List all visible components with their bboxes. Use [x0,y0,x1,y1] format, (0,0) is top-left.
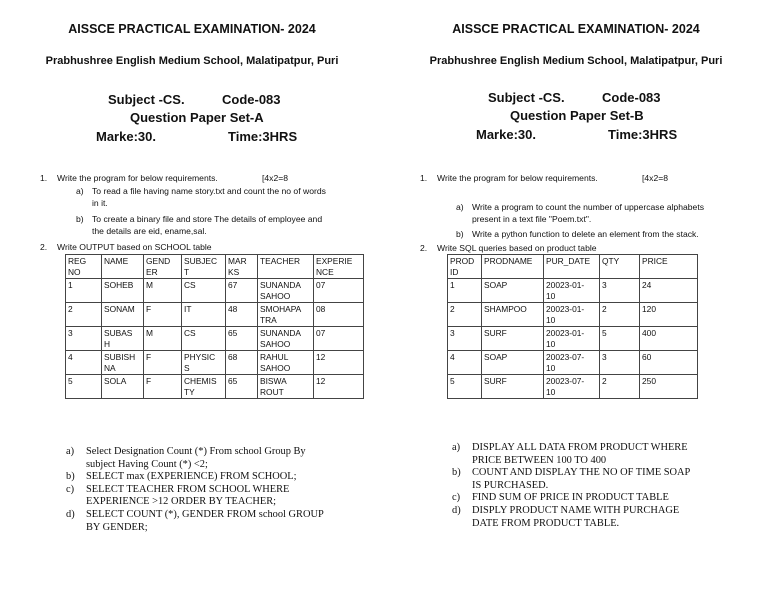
table-header-cell [144,255,182,279]
cell-line: T [184,266,190,277]
table-cell [640,351,698,375]
item-label: a) [456,202,464,212]
item-text: Write a python function to delete an element from the stack. [472,229,699,239]
sql-question [66,509,366,534]
cell-line: 24 [642,280,652,290]
table-header-cell [258,255,314,279]
cell-line: 2 [602,304,607,314]
table-row [66,279,364,303]
cell-line: SUNANDA [260,280,301,290]
table-header-cell [182,255,226,279]
table-cell [258,351,314,375]
table-cell [600,327,640,351]
sql-question [452,467,752,492]
table-cell [102,351,144,375]
cell-line: 2 [602,376,607,386]
cell-line: SOLA [104,376,127,386]
cell-line: 65 [228,376,238,386]
cell-line: 68 [228,352,238,362]
cell-line [642,267,695,278]
table-cell [226,351,258,375]
table-header-cell [314,255,364,279]
item-text [76,185,376,209]
table-cell [640,279,698,303]
cell-line: 2 [450,304,455,314]
table-header-cell [102,255,144,279]
table-row [448,375,698,399]
cell-line: 3 [602,352,607,362]
question-paper-set-b [384,0,768,594]
table-cell [544,375,600,399]
cell-line: 3 [450,328,455,338]
table-cell [66,375,102,399]
cell-line: 20023-01- [546,280,585,290]
cell-line: SUNANDA [260,328,301,338]
table-cell [182,351,226,375]
table-header-row [66,255,364,279]
table-cell [314,279,364,303]
cell-line: MAR [228,256,247,266]
cell-line: QTY [602,256,620,266]
cell-line: 1 [68,280,73,290]
table-row [448,327,698,351]
item-label: b) [456,229,464,239]
cell-line: SOHEB [104,280,134,290]
question-text: Write SQL queries based on product table [437,243,597,253]
cell-line: CS [184,328,196,338]
cell-line: 20023-01- [546,328,585,338]
table-cell [226,279,258,303]
item-line: EXPERIENCE >12 ORDER BY TEACHER; [86,496,277,508]
item-line: SELECT TEACHER FROM SCHOOL WHERE [86,483,290,495]
time: Time:3HRS [228,129,298,144]
table-cell [600,351,640,375]
cell-line: REG [68,256,87,266]
table-cell [102,303,144,327]
table-cell [144,279,182,303]
product-table [447,254,698,399]
question-number: 1. [40,173,48,183]
marks: Marke:30. [476,127,536,142]
cell-line: 67 [228,280,238,290]
table-cell [448,279,482,303]
item-label: c) [66,483,75,495]
table-cell [314,351,364,375]
cell-line: PUR_DATE [546,256,591,266]
table-cell [102,327,144,351]
table-cell [66,327,102,351]
time: Time:3HRS [608,127,678,142]
question-marks: [4x2=8 [262,173,289,183]
cell-line: 65 [228,328,238,338]
school-table [65,254,364,399]
item-line: DISPLAY ALL DATA FROM PRODUCT WHERE [472,442,688,453]
question-number: 2. [420,243,428,253]
table-cell [314,303,364,327]
item-text [76,213,376,237]
table-cell [640,327,698,351]
cell-line [546,267,597,278]
set-title: Question Paper Set-B [510,108,644,123]
cell-line: BISWA [260,376,287,386]
item-line: To create a binary file and store The details of employee and [92,214,323,224]
cell-line: GEND [146,256,171,266]
item-label: a) [76,186,84,196]
cell-line: 20023-07- [546,352,585,362]
item-line: SELECT COUNT (*), GENDER FROM school GROUP [86,508,324,520]
table-cell [314,375,364,399]
exam-title: AISSCE PRACTICAL EXAMINATION- 2024 [68,22,316,36]
cell-line: 10 [546,362,556,373]
cell-line: TRA [260,314,277,325]
cell-line: 10 [546,290,556,301]
table-row [66,351,364,375]
question-marks: [4x2=8 [642,173,669,183]
item-label: d) [452,504,461,516]
item-line: PRICE BETWEEN 100 TO 400 [472,454,607,466]
cell-line [602,267,637,278]
table-cell [482,351,544,375]
cell-line: 4 [450,352,455,362]
cell-line: NCE [316,266,334,277]
item-line: Select Designation Count (*) From school Group By [86,446,306,457]
table-header-cell [640,255,698,279]
item-line: DATE FROM PRODUCT TABLE. [472,517,620,529]
item-label: c) [452,492,461,504]
cell-line: 2 [68,304,73,314]
table-header-cell [448,255,482,279]
cell-line: 250 [642,376,656,386]
item-line: COUNT AND DISPLAY THE NO OF TIME SOAP [472,467,691,479]
cell-line: F [146,304,152,314]
cell-line: SAHOO [260,338,291,349]
sql-question [66,484,366,509]
cell-line: S [184,362,190,373]
table-cell [144,375,182,399]
cell-line: F [146,376,152,386]
cell-line: SMOHAPA [260,304,302,314]
cell-line: 07 [316,280,326,290]
table-cell [66,279,102,303]
table-cell [448,351,482,375]
cell-line: TY [184,386,195,397]
cell-line: 5 [450,376,455,386]
sql-question [452,505,752,530]
table-cell [448,327,482,351]
sql-question [452,442,752,467]
cell-line: ID [450,266,459,277]
table-cell [182,375,226,399]
table-cell [640,303,698,327]
cell-line: SUBJEC [184,256,218,266]
cell-line: 08 [316,304,326,314]
cell-line [260,267,311,278]
table-row [448,303,698,327]
item-text [456,201,762,225]
cell-line: PROD [450,256,475,266]
school-name: Prabhushree English Medium School, Malatipatpur, Puri [429,55,723,67]
cell-line: PRODNAME [484,256,533,266]
cell-line: KS [228,266,240,277]
item-line: the details are eid, ename,sal. [92,226,207,236]
table-row [448,279,698,303]
table-cell [144,351,182,375]
cell-line: ER [146,266,158,277]
cell-line: 20023-01- [546,304,585,314]
cell-line: 12 [316,352,326,362]
sql-question-list [452,442,752,530]
cell-line: SAHOO [260,290,291,301]
table-cell [544,279,600,303]
table-cell [66,351,102,375]
table-cell [258,303,314,327]
cell-line: SUBAS [104,328,133,338]
item-line: DISPLY PRODUCT NAME WITH PURCHAGE [472,504,680,516]
subject: Subject -CS. [108,92,185,107]
table-cell [66,303,102,327]
sql-question [452,492,752,505]
item-line: in it. [92,198,108,208]
table-cell [600,375,640,399]
table-header-cell [66,255,102,279]
cell-line: M [146,280,153,290]
subject-code: Code-083 [222,92,281,107]
cell-line: RAHUL [260,352,289,362]
cell-line: 10 [546,386,556,397]
cell-line: 400 [642,328,656,338]
item-line: subject Having Count (*) <2; [86,458,208,470]
table-cell [226,303,258,327]
cell-line: NO [68,266,81,277]
cell-line: NA [104,362,116,373]
cell-line: 4 [68,352,73,362]
set-title: Question Paper Set-A [130,110,264,125]
sql-question-list [66,446,366,534]
table-cell [482,279,544,303]
question-number: 2. [40,242,48,252]
table-cell [226,375,258,399]
table-cell [226,327,258,351]
item-label: a) [452,442,461,453]
table-header-cell [600,255,640,279]
cell-line: NAME [104,256,129,266]
question-1b [456,228,762,240]
table-cell [448,375,482,399]
item-line: FIND SUM OF PRICE IN PRODUCT TABLE [472,492,669,504]
school-name: Prabhushree English Medium School, Malatipatpur, Puri [45,55,339,67]
question-1b [76,213,376,237]
cell-line: SOAP [484,280,508,290]
cell-line: SURF [484,328,507,338]
question-text: Write the program for below requirements. [437,173,598,183]
table-cell [182,303,226,327]
cell-line: ROUT [260,386,284,397]
cell-line: 10 [546,314,556,325]
cell-line: SHAMPOO [484,304,527,314]
cell-line: 3 [68,328,73,338]
cell-line: CS [184,280,196,290]
question-text: Write the program for below requirements. [57,173,218,183]
cell-line: 20023-07- [546,376,585,386]
cell-line: 5 [68,376,73,386]
table-cell [482,327,544,351]
cell-line: IT [184,304,192,314]
table-row [448,351,698,375]
subject: Subject -CS. [488,90,565,105]
cell-line: TEACHER [260,256,301,266]
cell-line: EXPERIE [316,256,353,266]
table-header-row [448,255,698,279]
cell-line: 07 [316,328,326,338]
table-cell [314,327,364,351]
item-label: a) [66,446,75,457]
cell-line: PHYSIC [184,352,216,362]
question-text: Write OUTPUT based on SCHOOL table [57,242,212,252]
cell-line: PRICE [642,256,668,266]
cell-line: SUBISH [104,352,136,362]
sql-question [66,446,366,471]
question-1a [76,185,376,209]
table-cell [182,279,226,303]
item-line: To read a file having name story.txt and count the no of words [92,186,326,196]
table-cell [640,375,698,399]
cell-line: SURF [484,376,507,386]
item-label: b) [76,214,84,224]
cell-line: CHEMIS [184,376,217,386]
cell-line: 10 [546,338,556,349]
table-cell [600,279,640,303]
cell-line: M [146,328,153,338]
table-cell [258,375,314,399]
table-cell [102,279,144,303]
sql-question [66,471,366,484]
table-header-cell [482,255,544,279]
cell-line: 60 [642,352,652,362]
cell-line: 48 [228,304,238,314]
cell-line: 120 [642,304,656,314]
question-1a [456,201,762,225]
cell-line: SONAM [104,304,135,314]
table-cell [258,327,314,351]
table-cell [144,303,182,327]
table-cell [258,279,314,303]
cell-line: 3 [602,280,607,290]
table-cell [448,303,482,327]
item-label: b) [66,471,75,483]
item-line: SELECT max (EXPERIENCE) FROM SCHOOL; [86,471,297,483]
item-label: d) [66,508,75,520]
cell-line: 5 [602,328,607,338]
table-row [66,327,364,351]
item-line: BY GENDER; [86,521,148,533]
cell-line: 1 [450,280,455,290]
table-cell [482,375,544,399]
marks: Marke:30. [96,129,156,144]
table-cell [144,327,182,351]
table-cell [182,327,226,351]
cell-line [104,267,141,278]
item-line: Write a program to count the number of uppercase alphabets [472,202,705,212]
cell-line: H [104,338,111,349]
table-cell [482,303,544,327]
cell-line: F [146,352,152,362]
item-label: b) [452,467,461,479]
exam-title: AISSCE PRACTICAL EXAMINATION- 2024 [452,22,700,36]
cell-line: SAHOO [260,362,291,373]
table-row [66,375,364,399]
question-number: 1. [420,173,428,183]
table-header-cell [544,255,600,279]
item-line: present in a text file "Poem.txt". [472,214,592,224]
table-cell [102,375,144,399]
cell-line: 12 [316,376,326,386]
cell-line: SOAP [484,352,508,362]
table-cell [544,327,600,351]
subject-code: Code-083 [602,90,661,105]
table-cell [544,303,600,327]
table-row [66,303,364,327]
table-header-cell [226,255,258,279]
table-cell [544,351,600,375]
item-line: IS PURCHASED. [472,479,549,491]
cell-line [484,267,541,278]
table-cell [600,303,640,327]
